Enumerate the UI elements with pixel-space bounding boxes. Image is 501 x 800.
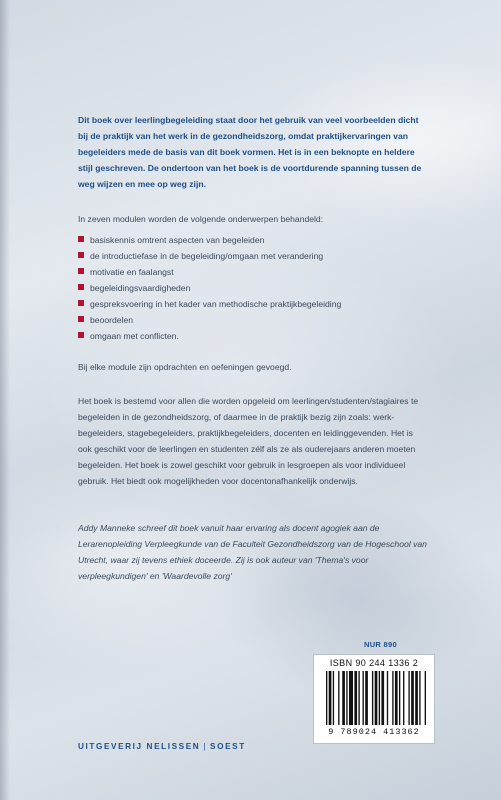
topic-label: basiskennis omtrent aspecten van begeleiden <box>90 235 265 245</box>
topic-label: de introductiefase in de begeleiding/omgaan met verandering <box>90 251 324 261</box>
topic-label: motivatie en faalangst <box>90 267 174 277</box>
square-bullet-icon <box>78 332 84 338</box>
publisher-name: UITGEVERIJ NELISSEN <box>78 742 201 751</box>
author-bio: Addy Manneke schreef dit boek vanuit haar ervaring als docent agogiek aan de Lerarenopleiding Verpleegkunde van de Faculteit Gezondheidszorg van de Hogeschool van Utrecht, waar zij tevens ethiek doceerde. Zij is ook auteur van 'Thema's voor verpleegkundigen' en 'Waardevolle zorg' <box>78 523 427 581</box>
list-item <box>78 328 428 344</box>
square-bullet-icon <box>78 252 84 258</box>
topic-label: begeleidingsvaardigheden <box>90 283 191 293</box>
square-bullet-icon <box>78 316 84 322</box>
barcode-panel <box>313 654 435 744</box>
square-bullet-icon <box>78 300 84 306</box>
module-note: Bij elke module zijn opdrachten en oefeningen gevoegd. <box>78 362 292 372</box>
nur-code: NUR 890 <box>364 640 397 649</box>
list-item <box>78 280 428 296</box>
publisher-imprint <box>78 742 328 751</box>
square-bullet-icon <box>78 268 84 274</box>
topic-label: beoordelen <box>90 315 134 325</box>
list-item <box>78 296 428 312</box>
topics-list <box>78 232 428 344</box>
publisher-separator: | <box>203 742 208 751</box>
spine-shadow <box>0 0 10 800</box>
isbn-number: ISBN 90 244 1336 2 <box>329 658 419 668</box>
square-bullet-icon <box>78 236 84 242</box>
blurb-text: Dit boek over leerlingbegeleiding staat door het gebruik van veel voorbeelden dicht bij de praktijk van het werk in de gezondheidszorg, omdat praktijkervaringen van begeleiders mede de basis van dit boek vormen. Het is in een beknopte en heldere stijl geschreven. De ondertoon van het boek is de voortdurende spanning tussen de weg wijzen en mee op weg zijn. <box>78 115 422 189</box>
topic-label: omgaan met conflicten. <box>90 331 179 341</box>
list-item <box>78 312 428 328</box>
publisher-city: SOEST <box>210 742 246 751</box>
list-item <box>78 248 428 264</box>
topics-intro: In zeven modulen worden de volgende onderwerpen behandeld: <box>78 214 324 224</box>
audience-text: Het boek is bestemd voor allen die worden opgeleid om leerlingen/studenten/stagiaires te begeleiden in de gezondheidszorg, of daarmee in de praktijk bezig zijn zoals: werk-begeleiders, stagebegeleiders, praktijkbegeleiders, docenten en leidinggevenden. Het is ook geschikt voor de leerlingen en studenten zélf als ze als ouderejaars anderen moeten begeleiden. Het boek is zowel geschikt voor gebruik in lesgroepen als voor individueel gebruik. Het biedt ook mogelijkheden voor docentonafhankelijk onderwijs. <box>78 396 419 486</box>
square-bullet-icon <box>78 284 84 290</box>
list-item <box>78 232 428 248</box>
list-item <box>78 264 428 280</box>
ean-number: 9 789024 413362 <box>328 727 420 737</box>
topic-label: gespreksvoering in het kader van methodische praktijkbegeleiding <box>90 299 342 309</box>
barcode-icon <box>326 671 426 725</box>
